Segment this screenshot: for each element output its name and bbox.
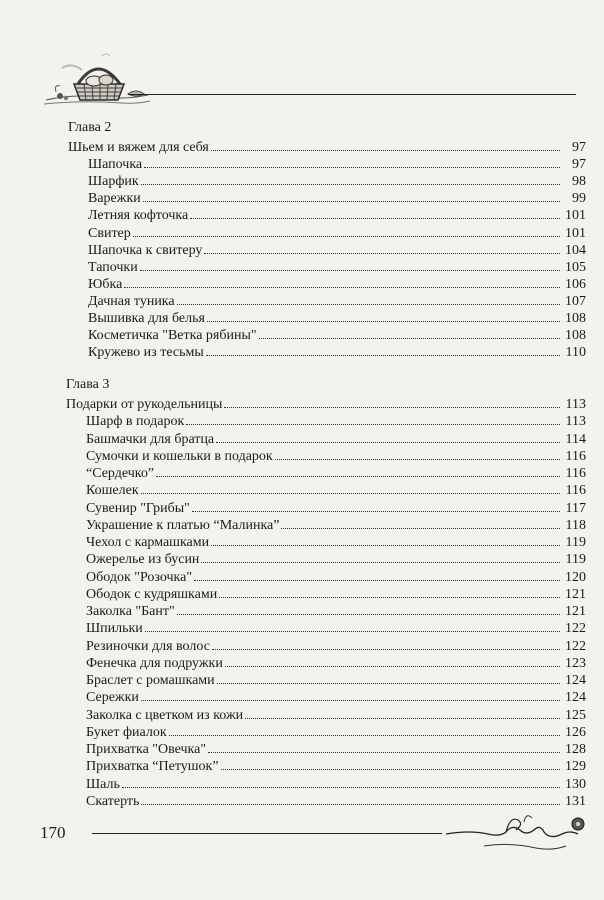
dot-leader (221, 755, 560, 770)
dot-leader (211, 136, 560, 151)
dot-leader (204, 239, 560, 254)
toc-entry-page: 123 (565, 655, 586, 671)
toc-entry-title: Варежки (88, 191, 141, 207)
toc-entry-page: 105 (565, 259, 586, 275)
toc-entry-title: Кошелек (86, 483, 139, 499)
dot-leader (216, 428, 560, 443)
dot-leader (141, 170, 560, 185)
dot-leader (217, 669, 560, 684)
toc-entry-title: Тапочки (88, 259, 138, 275)
toc-entry-title: “Сердечко” (86, 466, 155, 481)
dot-leader (177, 600, 560, 615)
toc-entry-page: 116 (565, 466, 586, 481)
dot-leader (224, 393, 560, 408)
toc-entry-page: 124 (565, 673, 586, 688)
toc-entry-page: 124 (565, 690, 586, 706)
dot-leader (201, 548, 560, 563)
toc-entry-title: Фенечка для подружки (86, 655, 223, 671)
toc-entry-title: Ободок "Розочка" (86, 569, 193, 585)
dot-leader (143, 187, 560, 202)
toc-entry-title: Шапочка (88, 157, 143, 173)
dot-leader (145, 617, 560, 632)
toc-entry-title: Шпильки (86, 621, 143, 637)
toc-entry-title: Чехол с кармашками (86, 535, 210, 550)
toc-entry-page: 129 (565, 759, 586, 775)
page-number: 170 (40, 823, 66, 842)
toc-entry-title: Сережки (86, 690, 139, 706)
toc-entry-page: 120 (565, 569, 586, 585)
dot-leader (211, 531, 560, 546)
toc-entry-title: Шапочка к свитеру (88, 242, 203, 258)
dot-leader (169, 721, 560, 736)
toc-entry-page: 125 (565, 707, 586, 723)
toc-entry-page: 101 (565, 208, 586, 224)
toc-entry-title: Сувенир "Грибы" (86, 500, 190, 516)
toc-entry-title: Ожерелье из бусин (86, 552, 200, 568)
dot-leader (275, 445, 560, 460)
toc-entry-title: Юбка (88, 276, 123, 292)
toc-entry-title: Дачная туника (88, 293, 175, 309)
dot-leader (212, 635, 560, 650)
dot-leader (177, 290, 560, 305)
toc-entry-page: 130 (565, 776, 586, 792)
dot-leader (141, 686, 560, 701)
dot-leader (219, 583, 560, 598)
toc-entry-page: 114 (565, 431, 586, 447)
chapter-heading: Глава 3 (66, 377, 110, 392)
footer-rule (92, 833, 442, 834)
dot-leader (225, 652, 560, 667)
toc-entry-page: 108 (565, 328, 586, 344)
toc-entry-page: 110 (565, 345, 586, 361)
dot-leader (140, 256, 560, 271)
toc-entry-page: 121 (565, 586, 586, 602)
header-rule (128, 94, 576, 95)
toc-entry-page: 97 (572, 157, 586, 173)
dot-leader (190, 204, 560, 219)
toc-entry-title: Шарфик (88, 174, 139, 190)
toc-entry-title: Букет фиалок (86, 724, 167, 740)
dot-leader (141, 790, 560, 805)
toc-entry-page: 99 (572, 191, 586, 207)
dot-leader (156, 462, 560, 477)
toc-entry (88, 341, 586, 361)
dot-leader (194, 566, 560, 581)
toc-entry-page: 98 (572, 174, 586, 190)
toc-entry-page: 121 (565, 604, 586, 619)
toc-entry-title: Подарки от рукодельницы (66, 397, 223, 412)
toc-entry-page: 118 (565, 517, 586, 533)
toc-entry-page: 128 (565, 742, 586, 757)
toc-entry-page: 116 (565, 483, 586, 499)
toc-entry-page: 106 (565, 276, 586, 292)
toc-entry-page: 119 (565, 535, 586, 550)
toc-entry-page: 113 (565, 414, 586, 430)
toc-entry-title: Вышивка для белья (88, 311, 205, 326)
toc-entry-title: Украшение к платью “Малинка” (86, 517, 280, 533)
toc-entry-page: 122 (565, 638, 586, 654)
toc-entry-title: Кружево из тесьмы (88, 345, 204, 361)
toc-entry-page: 108 (565, 311, 586, 326)
toc-entry-title: Башмачки для братца (86, 431, 215, 447)
toc-entry-page: 119 (565, 552, 586, 568)
footer-flourish-ornament (440, 804, 590, 854)
toc-entry-page: 122 (565, 621, 586, 637)
dot-leader (124, 273, 560, 288)
toc-entry-title: Ободок с кудряшками (86, 586, 218, 602)
toc-entry-page: 97 (572, 140, 586, 155)
toc-entry-page: 113 (565, 397, 586, 412)
toc-entry-page: 107 (565, 293, 586, 309)
basket-illustration (42, 48, 152, 110)
toc-entry-title: Скатерть (86, 793, 140, 809)
toc-entry-page: 116 (565, 448, 586, 464)
toc-entry-page: 104 (565, 242, 586, 258)
toc-entry-title: Летняя кофточка (88, 208, 189, 224)
dot-leader (186, 410, 560, 425)
toc-entry-title: Шарф в подарок (86, 414, 185, 430)
dot-leader (207, 307, 560, 322)
toc-entry-title: Браслет с ромашками (86, 673, 215, 688)
toc-entry-title: Заколка с цветком из кожи (86, 707, 244, 723)
dot-leader (259, 324, 560, 339)
dot-leader (245, 704, 560, 719)
dot-leader (206, 341, 560, 356)
toc-entry-page: 101 (565, 225, 586, 241)
chapter-heading: Глава 2 (68, 120, 112, 135)
toc-entry-title: Сумочки и кошельки в подарок (86, 448, 273, 464)
toc-entry-page: 131 (565, 793, 586, 809)
dot-leader (192, 497, 560, 512)
toc-entry-page: 117 (565, 500, 586, 516)
toc-entry-title: Прихватка "Овечка" (86, 742, 207, 757)
dot-leader (141, 479, 560, 494)
toc-entry-title: Шьем и вяжем для себя (68, 140, 209, 155)
dot-leader (281, 514, 560, 529)
toc-entry-title: Резиночки для волос (86, 638, 210, 654)
toc-entry-title: Прихватка “Петушок” (86, 759, 219, 775)
toc-entry-page: 126 (565, 724, 586, 740)
dot-leader (133, 222, 560, 237)
dot-leader (208, 738, 560, 753)
toc-entry-title: Свитер (88, 225, 131, 241)
toc-entry-title: Шаль (86, 776, 120, 792)
dot-leader (144, 153, 560, 168)
toc-entry-title: Заколка "Бант" (86, 604, 175, 619)
dot-leader (122, 773, 560, 788)
toc-entry-title: Косметичка "Ветка рябины" (88, 328, 257, 344)
